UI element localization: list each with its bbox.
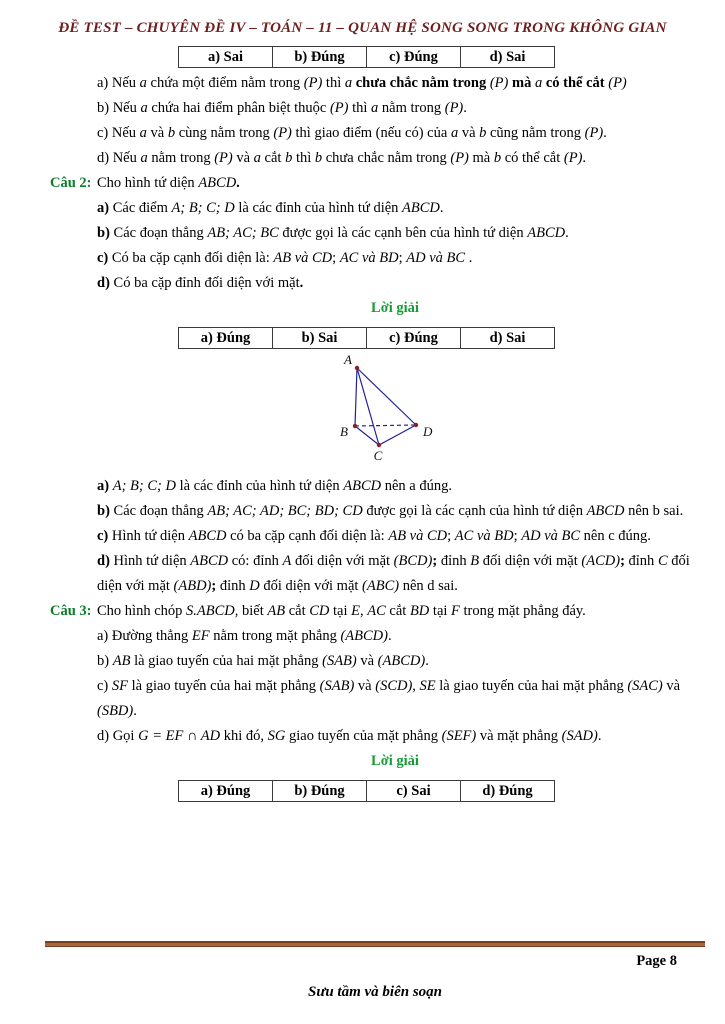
vertex-B-label: B [340, 424, 348, 439]
answer-cell: c) Sai [367, 781, 461, 802]
edge-BD-hidden [355, 425, 416, 426]
statement-c2-a: a) Các điểm A; B; C; D là các đỉnh của hình tứ diện ABCD. [97, 200, 444, 216]
page-footer [45, 941, 705, 1001]
answer-cell: d) Đúng [461, 781, 555, 802]
edge-AB [355, 368, 357, 426]
answer-cell: b) Đúng [273, 781, 367, 802]
footer-credit: Sưu tầm và biên soạn [307, 984, 442, 1000]
vertex-D-point [414, 423, 418, 427]
statement-c3-b: b) AB là giao tuyến của hai mặt phẳng (SAB) và (ABCD). [97, 653, 429, 669]
question-2 [50, 171, 693, 196]
vertex-C-label: C [373, 448, 383, 463]
footer-rule [45, 941, 705, 947]
solution-c2-a: a) A; B; C; D là các đỉnh của hình tứ diện ABCD nên a đúng. [97, 478, 452, 494]
vertex-A-point [355, 366, 359, 370]
answer-cell: d) Sai [461, 328, 555, 349]
tetrahedron-svg [315, 354, 465, 472]
vertex-A-label: A [344, 354, 352, 367]
page-number: Page 8 [636, 953, 677, 969]
statement-c1-d: d) Nếu a nằm trong (P) và a cắt b thì b chưa chắc nằm trong (P) mà b có thể cắt (P). [97, 150, 587, 166]
edge-BC [355, 426, 379, 445]
question-2-intro: Cho hình tứ diện ABCD. [97, 175, 240, 191]
statement-c2-b: b) Các đoạn thẳng AB; AC; BC được gọi là các cạnh bên của hình tứ diện ABCD. [97, 225, 569, 241]
edge-AD [357, 368, 416, 425]
solution-c2-d: d) Hình tứ diện ABCD có: đỉnh A đối diện với mặt (BCD); đỉnh B đối diện với mặt (ACD); đỉnh C đối diện với mặt (ABD); đỉnh D đối diện với mặt (ABC) nên d sai. [97, 553, 690, 594]
edge-AC [357, 368, 379, 445]
answer-cell: a) Đúng [179, 328, 273, 349]
answer-table-2 [178, 327, 555, 349]
edge-CD [379, 425, 416, 445]
answer-cell: c) Đúng [367, 328, 461, 349]
answer-cell: d) Sai [461, 47, 555, 68]
answer-cell: b) Đúng [273, 47, 367, 68]
answer-cell: a) Sai [179, 47, 273, 68]
answer-cell: a) Đúng [179, 781, 273, 802]
vertex-B-point [353, 424, 357, 428]
statement-c3-c: c) SF là giao tuyến của hai mặt phẳng (SAB) và (SCD), SE là giao tuyến của hai mặt phẳng (SAC) và (SBD). [97, 678, 681, 719]
question-3 [50, 599, 693, 624]
question-3-label: Câu 3: [50, 603, 92, 619]
answer-cell: c) Đúng [367, 47, 461, 68]
document-title: ĐỀ TEST – CHUYÊN ĐỀ IV – TOÁN – 11 – QUAN HỆ SONG SONG TRONG KHÔNG GIAN [58, 20, 667, 36]
vertex-C-point [377, 443, 381, 447]
vertex-D-label: D [423, 424, 433, 439]
solution-heading-c2: Lời giải [371, 300, 419, 316]
statement-c1-b: b) Nếu a chứa hai điểm phân biệt thuộc (P) thì a nằm trong (P). [97, 100, 467, 116]
document-body [50, 46, 693, 802]
question-3-intro: Cho hình chóp S.ABCD, biết AB cắt CD tại E, AC cắt BD tại F trong mặt phẳng đáy. [97, 603, 586, 619]
statement-c1-a: a) Nếu a chứa một điểm nằm trong (P) thì a chưa chắc nằm trong (P) mà a có thể cắt (P) [97, 75, 627, 91]
tetrahedron-figure [315, 354, 475, 472]
solution-heading-c3: Lời giải [371, 753, 419, 769]
answer-table-3 [178, 780, 555, 802]
answer-table-1 [178, 46, 555, 68]
question-2-label: Câu 2: [50, 175, 92, 191]
solution-c2-c: c) Hình tứ diện ABCD có ba cặp cạnh đối diện là: AB và CD; AC và BD; AD và BC nên c đúng. [97, 528, 651, 544]
statement-c3-d: d) Gọi G = EF ∩ AD khi đó, SG giao tuyến của mặt phẳng (SEF) và mặt phẳng (SAD). [97, 728, 602, 744]
statement-c2-c: c) Có ba cặp cạnh đối diện là: AB và CD; AC và BD; AD và BC . [97, 250, 473, 266]
solution-c2-b: b) Các đoạn thẳng AB; AC; AD; BC; BD; CD được gọi là các cạnh của hình tứ diện ABCD nên b sai. [97, 503, 684, 519]
statement-c3-a: a) Đường thẳng EF nằm trong mặt phẳng (ABCD). [97, 628, 392, 644]
statement-c1-c: c) Nếu a và b cùng nằm trong (P) thì giao điểm (nếu có) của a và b cũng nằm trong (P). [97, 125, 607, 141]
answer-cell: b) Sai [273, 328, 367, 349]
statement-c2-d: d) Có ba cặp đỉnh đối diện với mặt. [97, 275, 304, 291]
